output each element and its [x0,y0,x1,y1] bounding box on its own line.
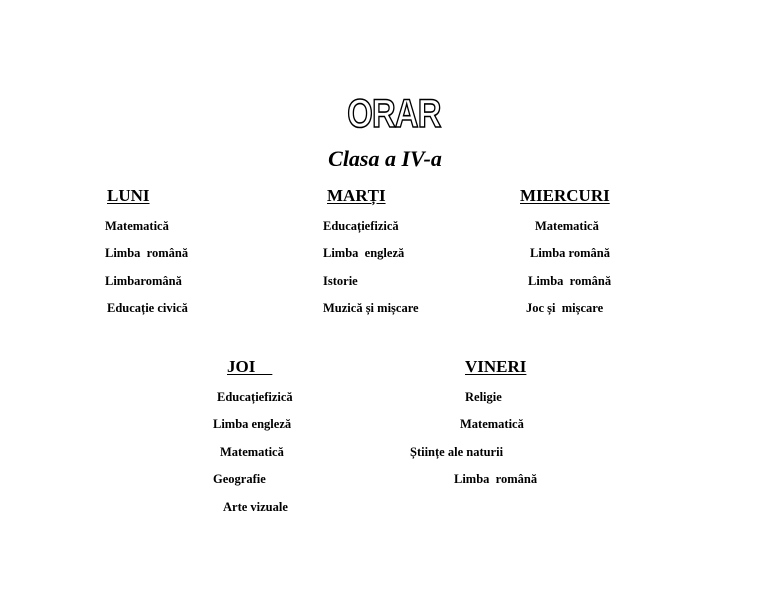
subject-miercuri-2: Limba română [530,246,610,260]
subject-miercuri-1: Matematică [535,219,599,233]
subject-joi-3: Matematică [220,445,284,459]
document-title: ORAR [347,92,441,136]
subject-joi-1: Educațiefizică [217,390,293,404]
day-header-vineri: VINERI [465,357,527,376]
day-header-joi: JOI [227,357,273,376]
subject-vineri-1: Religie [465,390,502,404]
subject-miercuri-4: Joc și mișcare [526,301,604,315]
day-header-marti: MARȚI [327,186,386,205]
subject-joi-4: Geografie [213,472,266,486]
subject-luni-4: Educație civică [107,301,188,315]
subject-marti-1: Educațiefizică [323,219,399,233]
subject-vineri-2: Matematică [460,417,524,431]
day-header-luni: LUNI [107,186,150,205]
subject-joi-2: Limba engleză [213,417,292,431]
subject-marti-3: Istorie [323,274,358,288]
document-subtitle: Clasa a IV-a [328,146,442,171]
subject-marti-2: Limba engleză [323,246,405,260]
day-header-miercuri: MIERCURI [520,186,610,205]
subject-vineri-4: Limba română [454,472,538,486]
subject-luni-2: Limba română [105,246,189,260]
subject-miercuri-3: Limba română [528,274,612,288]
subject-vineri-3: Științe ale naturii [410,445,504,459]
subject-marti-4: Muzică și mișcare [323,301,419,315]
subject-luni-1: Matematică [105,219,169,233]
subject-luni-3: Limbaromână [105,274,182,288]
subject-joi-5: Arte vizuale [223,500,288,514]
